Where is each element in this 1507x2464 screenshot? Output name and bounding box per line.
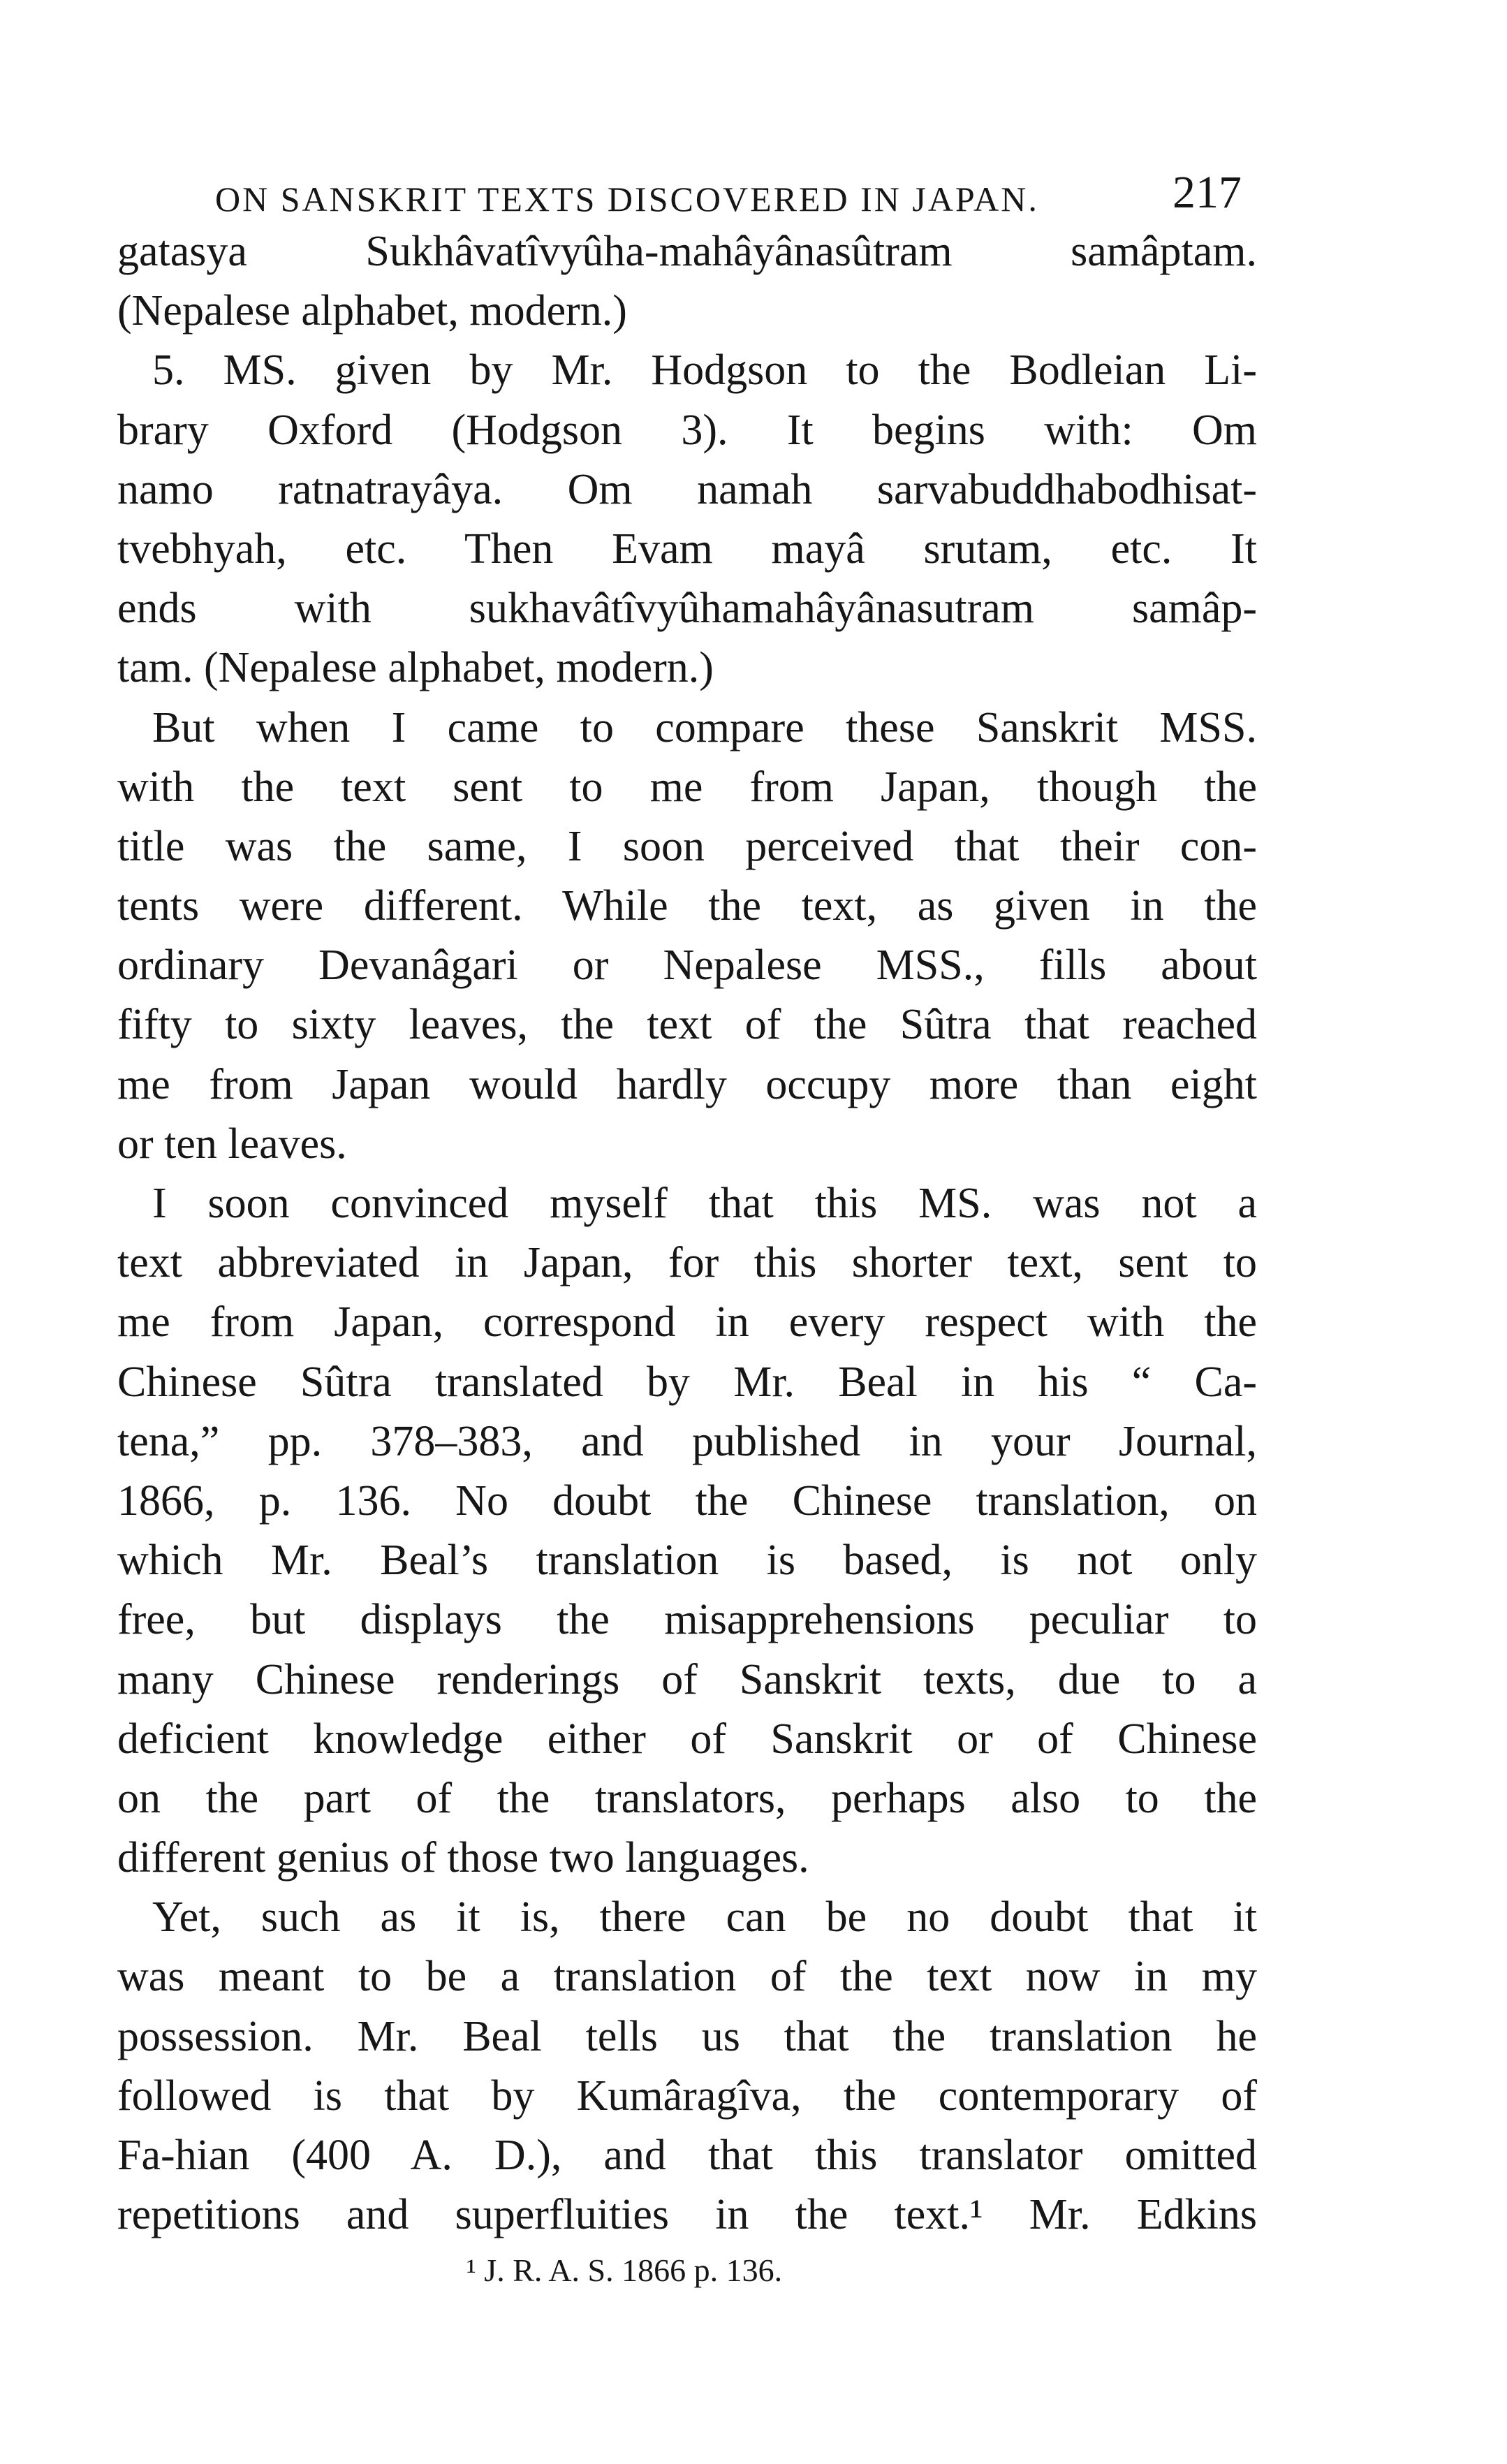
text-line: text abbreviated in Japan, for this shorter text, sent to: [117, 1239, 1257, 1287]
text-line: tvebhyah, etc. Then Evam mayâ srutam, etc. It: [117, 525, 1257, 573]
text-line: fifty to sixty leaves, the text of the Sûtra that reached: [117, 1001, 1257, 1049]
text-line: tena,” pp. 378–383, and published in your Journal,: [117, 1417, 1257, 1465]
running-title: ON SANSKRIT TEXTS DISCOVERED IN JAPAN.: [215, 179, 1039, 219]
text-line: was meant to be a translation of the text now in my: [117, 1953, 1257, 2001]
text-line: (Nepalese alphabet, modern.): [117, 287, 627, 335]
text-line: which Mr. Beal’s translation is based, is not only: [117, 1537, 1257, 1585]
text-line: namo ratnatrayâya. Om namah sarvabuddhabodhisat-: [117, 465, 1257, 513]
text-line: on the part of the translators, perhaps also to the: [117, 1774, 1257, 1822]
text-line: Yet, such as it is, there can be no doubt that it: [152, 1893, 1257, 1942]
text-line: gatasya Sukhâvatîvyûha-mahâyânasûtram samâptam.: [117, 228, 1257, 275]
footnote: ¹ J. R. A. S. 1866 p. 136.: [466, 2252, 783, 2289]
text-line: or ten leaves.: [117, 1120, 347, 1168]
text-line: me from Japan, correspond in every respect with the: [117, 1298, 1257, 1347]
text-line: But when I came to compare these Sanskrit MSS.: [152, 703, 1257, 751]
text-line: 1866, p. 136. No doubt the Chinese translation, on: [117, 1476, 1257, 1525]
text-line: brary Oxford (Hodgson 3). It begins with: Om: [117, 406, 1257, 454]
body-text: [117, 222, 1257, 2245]
text-line: many Chinese renderings of Sanskrit texts, due to a: [117, 1655, 1257, 1703]
text-line: different genius of those two languages.: [117, 1834, 809, 1882]
text-line: title was the same, I soon perceived that their con-: [117, 822, 1257, 870]
running-head: [117, 155, 1257, 222]
text-line: possession. Mr. Beal tells us that the translation he: [117, 2012, 1257, 2060]
text-line: ordinary Devanâgari or Nepalese MSS., fills about: [117, 941, 1257, 990]
text-line: free, but displays the misapprehensions peculiar to: [117, 1596, 1257, 1644]
text-line: Chinese Sûtra translated by Mr. Beal in his “ Ca-: [117, 1358, 1257, 1406]
text-line: repetitions and superfluities in the text.¹ Mr. Edkins: [117, 2191, 1257, 2239]
text-line: Fa-hian (400 A. D.), and that this translator omitted: [117, 2132, 1257, 2179]
text-line: I soon convinced myself that this MS. was not a: [152, 1180, 1257, 1227]
page-number: 217: [1172, 167, 1242, 218]
text-line: tents were different. While the text, as given in the: [117, 882, 1257, 930]
book-page: [117, 155, 1257, 2289]
text-line: tam. (Nepalese alphabet, modern.): [117, 644, 714, 692]
text-line: 5. MS. given by Mr. Hodgson to the Bodleian Li-: [152, 346, 1257, 395]
text-line: with the text sent to me from Japan, though the: [117, 763, 1257, 811]
text-line: me from Japan would hardly occupy more than eight: [117, 1060, 1257, 1108]
text-line: deficient knowledge either of Sanskrit or of Chinese: [117, 1715, 1257, 1763]
text-line: ends with sukhavâtîvyûhamahâyânasutram samâp-: [117, 585, 1257, 633]
text-line: followed is that by Kumâragîva, the contemporary of: [117, 2071, 1257, 2120]
